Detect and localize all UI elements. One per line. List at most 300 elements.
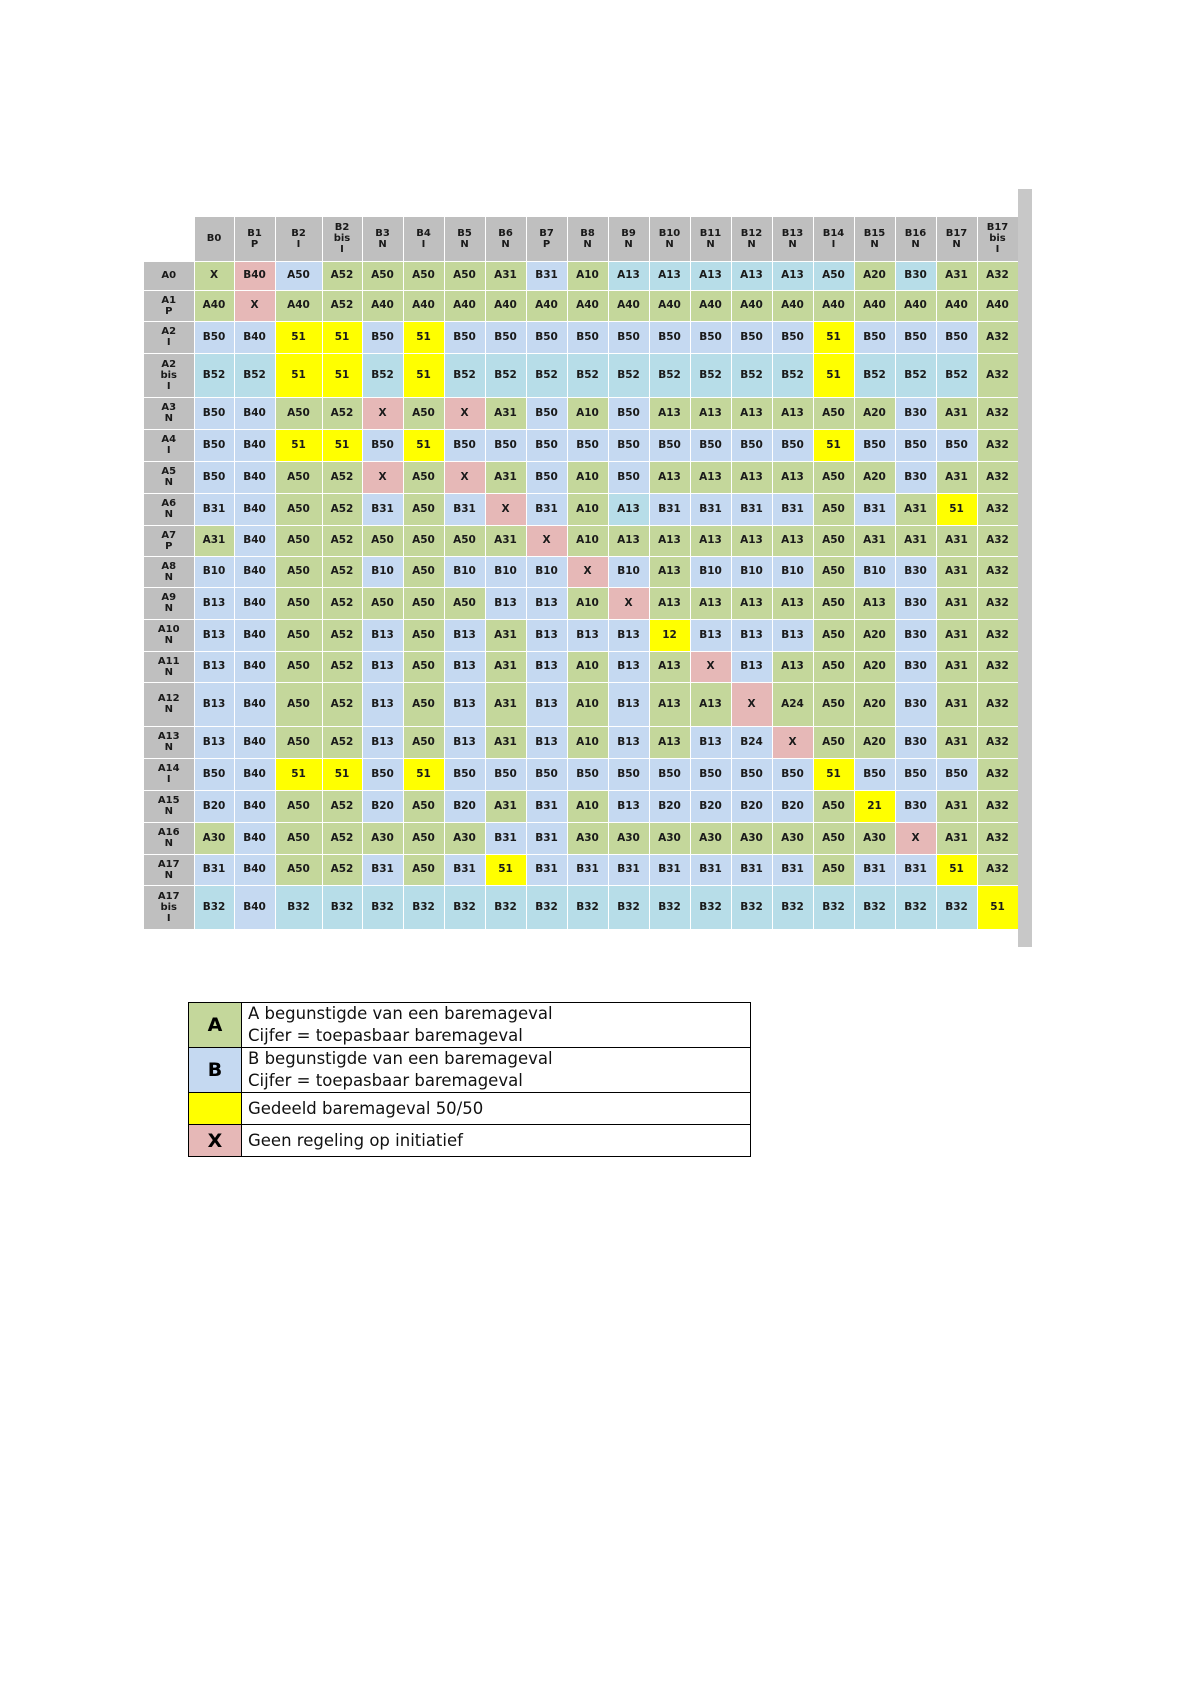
column-header-line: B4 (416, 227, 431, 239)
matrix-cell: A40 (936, 290, 977, 321)
legend-line: Cijfer = toepasbaar baremageval (248, 1026, 523, 1045)
row-header-line: N (164, 838, 173, 849)
matrix-cell: 51 (403, 353, 444, 397)
matrix-cell: X (526, 525, 567, 556)
matrix-cell: A32 (977, 397, 1018, 429)
matrix-cell: A31 (895, 493, 936, 525)
row-header-line: P (165, 305, 173, 317)
matrix-cell: A32 (977, 429, 1018, 461)
column-header-line: B0 (206, 233, 222, 245)
matrix-cell: 51 (813, 321, 854, 353)
matrix-cell: B50 (526, 397, 567, 429)
matrix-cell: B31 (526, 493, 567, 525)
matrix-cell: A50 (403, 726, 444, 758)
row-header-line: A9 (161, 592, 177, 603)
row-header-line: N (164, 635, 173, 646)
row-header-line: A6 (161, 498, 177, 509)
row-header (144, 525, 195, 556)
table-row (144, 885, 1019, 929)
matrix-cell: A10 (567, 525, 608, 556)
matrix-cell: B20 (444, 790, 485, 822)
matrix-cell: A13 (731, 397, 772, 429)
matrix-cell: A13 (690, 587, 731, 619)
matrix-cell: B50 (772, 429, 813, 461)
matrix-cell: A31 (936, 651, 977, 682)
matrix-cell: B13 (444, 619, 485, 651)
matrix-cell: A24 (772, 682, 813, 726)
matrix-cell: A32 (977, 353, 1018, 397)
matrix-cell: B13 (526, 619, 567, 651)
column-header (362, 217, 403, 262)
matrix-cell: B52 (731, 353, 772, 397)
matrix-cell: B13 (526, 726, 567, 758)
legend-line: Cijfer = toepasbaar baremageval (248, 1071, 523, 1090)
matrix-cell: A52 (322, 556, 362, 587)
matrix-cell: A13 (772, 261, 813, 290)
matrix-cell: A52 (322, 822, 362, 854)
row-header (144, 321, 195, 353)
column-header (322, 217, 362, 262)
matrix-cell: B20 (362, 790, 403, 822)
matrix-cell: A30 (731, 822, 772, 854)
column-header (194, 217, 234, 262)
matrix-cell: B10 (731, 556, 772, 587)
matrix-cell: A52 (322, 587, 362, 619)
matrix-cell: B10 (194, 556, 234, 587)
matrix-cell: A50 (813, 726, 854, 758)
matrix-cell: B50 (649, 429, 690, 461)
matrix-cell: B20 (649, 790, 690, 822)
column-header-line: B10 (658, 227, 681, 239)
matrix-cell: B40 (234, 854, 275, 885)
matrix-cell: B50 (362, 321, 403, 353)
legend-key: A (189, 1003, 242, 1048)
matrix-cell: B32 (526, 885, 567, 929)
matrix-cell: A13 (772, 397, 813, 429)
matrix-cell: B50 (690, 429, 731, 461)
table-row (144, 429, 1019, 461)
matrix-cell: X (362, 461, 403, 493)
matrix-cell: A50 (813, 854, 854, 885)
matrix-cell: B40 (234, 726, 275, 758)
row-header-line: A17 (157, 890, 180, 902)
row-header-line: A7 (161, 529, 177, 541)
column-header-line: B13 (781, 227, 804, 239)
column-header-line: B2 (291, 227, 306, 239)
column-header-line: B2 (334, 222, 350, 234)
matrix-cell: A50 (275, 682, 322, 726)
matrix-cell: B31 (649, 854, 690, 885)
matrix-cell: B52 (936, 353, 977, 397)
matrix-cell: A52 (322, 726, 362, 758)
matrix-cell: A31 (485, 619, 526, 651)
matrix-cell: A52 (322, 790, 362, 822)
matrix-cell: 51 (936, 493, 977, 525)
column-header-line: P (542, 238, 551, 250)
matrix-cell: 51 (936, 854, 977, 885)
column-header-line: B17 (986, 222, 1009, 234)
matrix-cell: B50 (854, 321, 895, 353)
matrix-cell: B10 (854, 556, 895, 587)
matrix-cell: B30 (895, 682, 936, 726)
matrix-cell: B40 (234, 885, 275, 929)
matrix-cell: A50 (813, 525, 854, 556)
matrix-cell: B40 (234, 587, 275, 619)
matrix-cell: A50 (813, 556, 854, 587)
matrix-cell: A31 (194, 525, 234, 556)
column-header-line: B5 (457, 227, 472, 239)
matrix-cell: B50 (526, 461, 567, 493)
matrix-cell: A40 (403, 290, 444, 321)
matrix-cell: A40 (485, 290, 526, 321)
matrix-cell: A50 (403, 822, 444, 854)
matrix-cell: A50 (362, 587, 403, 619)
matrix-cell: A31 (936, 261, 977, 290)
matrix-cell: A50 (275, 461, 322, 493)
matrix-cell: A10 (567, 493, 608, 525)
legend-key: B (189, 1048, 242, 1093)
legend-row (189, 1003, 751, 1048)
matrix-cell: B50 (895, 429, 936, 461)
column-header-line: B3 (375, 227, 390, 239)
matrix-cell: A50 (813, 682, 854, 726)
matrix-cell: B31 (194, 854, 234, 885)
matrix-cell: 51 (403, 429, 444, 461)
matrix-cell: B32 (322, 885, 362, 929)
matrix-cell: A50 (444, 525, 485, 556)
matrix-cell: A40 (813, 290, 854, 321)
column-header (772, 217, 813, 262)
matrix-cell: A30 (567, 822, 608, 854)
matrix-cell: B31 (485, 822, 526, 854)
matrix-cell: B13 (362, 682, 403, 726)
row-header-line: A1 (161, 294, 177, 306)
matrix-cell: B50 (194, 429, 234, 461)
legend-row (189, 1093, 751, 1125)
matrix-cell: 12 (649, 619, 690, 651)
matrix-cell: A13 (690, 682, 731, 726)
matrix-cell: A13 (608, 261, 649, 290)
matrix-cell: B50 (444, 321, 485, 353)
matrix-cell: A32 (977, 493, 1018, 525)
matrix-cell: A20 (854, 619, 895, 651)
matrix-cell: A31 (936, 556, 977, 587)
matrix-cell: B50 (649, 321, 690, 353)
row-header (144, 493, 195, 525)
matrix-cell: A10 (567, 651, 608, 682)
legend-line: Gedeeld baremageval 50/50 (248, 1098, 484, 1118)
matrix-cell: B50 (526, 321, 567, 353)
matrix-cell: A50 (813, 493, 854, 525)
table-row (144, 651, 1019, 682)
matrix-cell: B13 (608, 651, 649, 682)
matrix-cell: A13 (690, 261, 731, 290)
matrix-cell: B50 (444, 429, 485, 461)
matrix-cell: A52 (322, 461, 362, 493)
matrix-cell: A30 (649, 822, 690, 854)
matrix-cell: B10 (690, 556, 731, 587)
column-header-line: N (706, 238, 715, 250)
matrix-cell: A50 (275, 854, 322, 885)
matrix-cell: B13 (608, 790, 649, 822)
matrix-cell: A52 (322, 619, 362, 651)
matrix-cell: B50 (608, 321, 649, 353)
matrix-cell: A13 (731, 587, 772, 619)
matrix-cell: B50 (194, 321, 234, 353)
matrix-cell: B13 (731, 651, 772, 682)
matrix-cell: B32 (772, 885, 813, 929)
column-header (854, 217, 895, 262)
matrix-cell: A52 (322, 290, 362, 321)
column-header (403, 217, 444, 262)
matrix-cell: B52 (444, 353, 485, 397)
row-header-line: N (164, 509, 173, 520)
table-row (144, 758, 1019, 790)
matrix-cell: B13 (526, 682, 567, 726)
matrix-cell: B50 (731, 758, 772, 790)
matrix-cell: X (444, 461, 485, 493)
matrix-cell: B10 (772, 556, 813, 587)
matrix-cell: B50 (772, 758, 813, 790)
matrix-cell: B31 (854, 854, 895, 885)
matrix-cell: A31 (485, 726, 526, 758)
matrix-cell: B10 (362, 556, 403, 587)
matrix-cell: B13 (194, 682, 234, 726)
matrix-cell: A32 (977, 321, 1018, 353)
row-header-line: A12 (157, 693, 180, 704)
matrix-cell: B24 (731, 726, 772, 758)
matrix-cell: 51 (275, 321, 322, 353)
column-header-line: N (911, 238, 920, 250)
matrix-cell: B13 (444, 726, 485, 758)
row-header-line: P (165, 540, 173, 552)
legend-line: Geen regeling op initiatief (248, 1130, 463, 1150)
row-header-line: A17 (157, 858, 180, 870)
matrix-cell: B50 (608, 429, 649, 461)
matrix-cell: B31 (194, 493, 234, 525)
matrix-cell: B31 (526, 261, 567, 290)
matrix-cell: A50 (403, 651, 444, 682)
row-header-line: N (164, 742, 173, 753)
matrix-cell: A13 (649, 261, 690, 290)
column-header-line: B16 (904, 227, 927, 239)
matrix-cell: B50 (731, 429, 772, 461)
column-header-line: B9 (621, 227, 636, 239)
matrix-cell: B13 (194, 619, 234, 651)
matrix-cell: B32 (854, 885, 895, 929)
row-header-line: A0 (161, 270, 177, 281)
matrix-cell: A31 (854, 525, 895, 556)
row-header (144, 758, 195, 790)
row-header (144, 682, 195, 726)
matrix-cell: 51 (275, 758, 322, 790)
row-header-line: A14 (157, 763, 180, 774)
column-header-line: N (583, 238, 592, 250)
matrix-cell: A13 (649, 525, 690, 556)
legend-description (242, 1003, 751, 1048)
column-header-line: B17 (945, 227, 968, 239)
matrix-cell: A40 (526, 290, 567, 321)
matrix-cell: A50 (362, 261, 403, 290)
matrix-cell: X (194, 261, 234, 290)
matrix-cell: A31 (485, 525, 526, 556)
column-header-line: N (501, 238, 510, 250)
matrix-cell: A10 (567, 397, 608, 429)
matrix-cell: A52 (322, 397, 362, 429)
row-header-line: N (164, 571, 173, 583)
matrix-cell: A13 (649, 682, 690, 726)
matrix-cell: A10 (567, 587, 608, 619)
matrix-cell: A31 (936, 790, 977, 822)
matrix-cell: B50 (485, 321, 526, 353)
matrix-cell: B52 (526, 353, 567, 397)
matrix-cell: B32 (690, 885, 731, 929)
matrix-cell: 51 (813, 429, 854, 461)
matrix-cell: B32 (813, 885, 854, 929)
matrix-cell: A20 (854, 461, 895, 493)
column-header (690, 217, 731, 262)
matrix-cell: A32 (977, 619, 1018, 651)
matrix-cell: A50 (403, 525, 444, 556)
column-header (649, 217, 690, 262)
matrix-cell: A13 (731, 525, 772, 556)
matrix-cell: A50 (275, 261, 322, 290)
vertical-scrollbar[interactable] (1018, 189, 1032, 947)
matrix-cell: A20 (854, 726, 895, 758)
row-header-line: bis (160, 901, 178, 913)
matrix-cell: B50 (567, 321, 608, 353)
matrix-cell: B20 (194, 790, 234, 822)
matrix-cell: A32 (977, 726, 1018, 758)
matrix-cell: A31 (936, 619, 977, 651)
matrix-cell: A32 (977, 790, 1018, 822)
matrix-cell: B30 (895, 461, 936, 493)
column-header-line: I (340, 244, 344, 256)
matrix-cell: A31 (936, 822, 977, 854)
row-header (144, 587, 195, 619)
matrix-cell: B30 (895, 790, 936, 822)
matrix-cell: B31 (444, 854, 485, 885)
matrix-cell: B13 (690, 619, 731, 651)
matrix-cell: A10 (567, 261, 608, 290)
row-header-line: N (164, 704, 173, 715)
matrix-cell: A13 (649, 556, 690, 587)
matrix-cell: B13 (526, 587, 567, 619)
column-header-line: N (665, 238, 674, 250)
table-row (144, 790, 1019, 822)
matrix-cell: B32 (485, 885, 526, 929)
row-header-line: I (166, 912, 171, 924)
matrix-cell: A50 (275, 822, 322, 854)
legend-row (189, 1125, 751, 1157)
matrix-cell: X (362, 397, 403, 429)
matrix-cell: A31 (936, 726, 977, 758)
row-header-line: N (164, 603, 173, 614)
matrix-cell: B13 (362, 651, 403, 682)
matrix-cell: X (234, 290, 275, 321)
matrix-cell: B32 (362, 885, 403, 929)
matrix-cell: B13 (772, 619, 813, 651)
matrix-cell: A50 (403, 397, 444, 429)
matrix-cell: B13 (608, 682, 649, 726)
matrix-cell: A31 (485, 461, 526, 493)
row-header-line: I (166, 774, 171, 785)
column-header (526, 217, 567, 262)
matrix-cell: A50 (403, 261, 444, 290)
matrix-cell: B13 (485, 587, 526, 619)
matrix-cell: 21 (854, 790, 895, 822)
matrix-cell: B31 (362, 854, 403, 885)
matrix-cell: X (608, 587, 649, 619)
matrix-cell: A13 (690, 525, 731, 556)
column-header-line: B11 (699, 227, 722, 239)
matrix-cell: A31 (485, 261, 526, 290)
matrix-cell: A50 (813, 651, 854, 682)
matrix-cell: A13 (649, 726, 690, 758)
matrix-cell: A50 (403, 461, 444, 493)
matrix-cell: B30 (895, 587, 936, 619)
row-header-line: N (164, 413, 173, 424)
matrix-cell: B31 (526, 854, 567, 885)
table-row (144, 261, 1019, 290)
matrix-cell: B13 (526, 651, 567, 682)
matrix-cell: A20 (854, 261, 895, 290)
column-header (485, 217, 526, 262)
row-header (144, 353, 195, 397)
matrix-cell: B52 (649, 353, 690, 397)
row-header (144, 651, 195, 682)
matrix-cell: A32 (977, 651, 1018, 682)
matrix-cell: A40 (690, 290, 731, 321)
matrix-cell: A52 (322, 525, 362, 556)
matrix-cell: B13 (690, 726, 731, 758)
column-header-line: B12 (740, 227, 763, 239)
matrix-cell: A30 (608, 822, 649, 854)
column-header-line: bis (333, 233, 351, 245)
matrix-cell: A32 (977, 758, 1018, 790)
matrix-cell: A31 (895, 525, 936, 556)
column-header (608, 217, 649, 262)
matrix-cell: A50 (403, 556, 444, 587)
matrix-cell: A40 (649, 290, 690, 321)
matrix-cell: B31 (854, 493, 895, 525)
matrix-cell: A50 (444, 587, 485, 619)
matrix-cell: A32 (977, 822, 1018, 854)
column-header (444, 217, 485, 262)
matrix-cell: A31 (485, 651, 526, 682)
matrix-cell: A52 (322, 261, 362, 290)
row-header-line: A4 (161, 434, 177, 445)
legend-line: B begunstigde van een baremageval (248, 1049, 553, 1068)
matrix-cell: B50 (194, 461, 234, 493)
matrix-cell: X (485, 493, 526, 525)
matrix-cell: A50 (813, 822, 854, 854)
matrix-cell: A10 (567, 461, 608, 493)
row-header (144, 854, 195, 885)
matrix-cell: A30 (772, 822, 813, 854)
row-header (144, 726, 195, 758)
column-header (936, 217, 977, 262)
table-row (144, 619, 1019, 651)
matrix-cell: B40 (234, 461, 275, 493)
row-header-line: N (164, 806, 173, 817)
legend-row (189, 1048, 751, 1093)
column-header (731, 217, 772, 262)
row-header-line: A8 (161, 560, 177, 572)
matrix-cell: B52 (485, 353, 526, 397)
column-header (567, 217, 608, 262)
matrix-cell: A13 (731, 461, 772, 493)
